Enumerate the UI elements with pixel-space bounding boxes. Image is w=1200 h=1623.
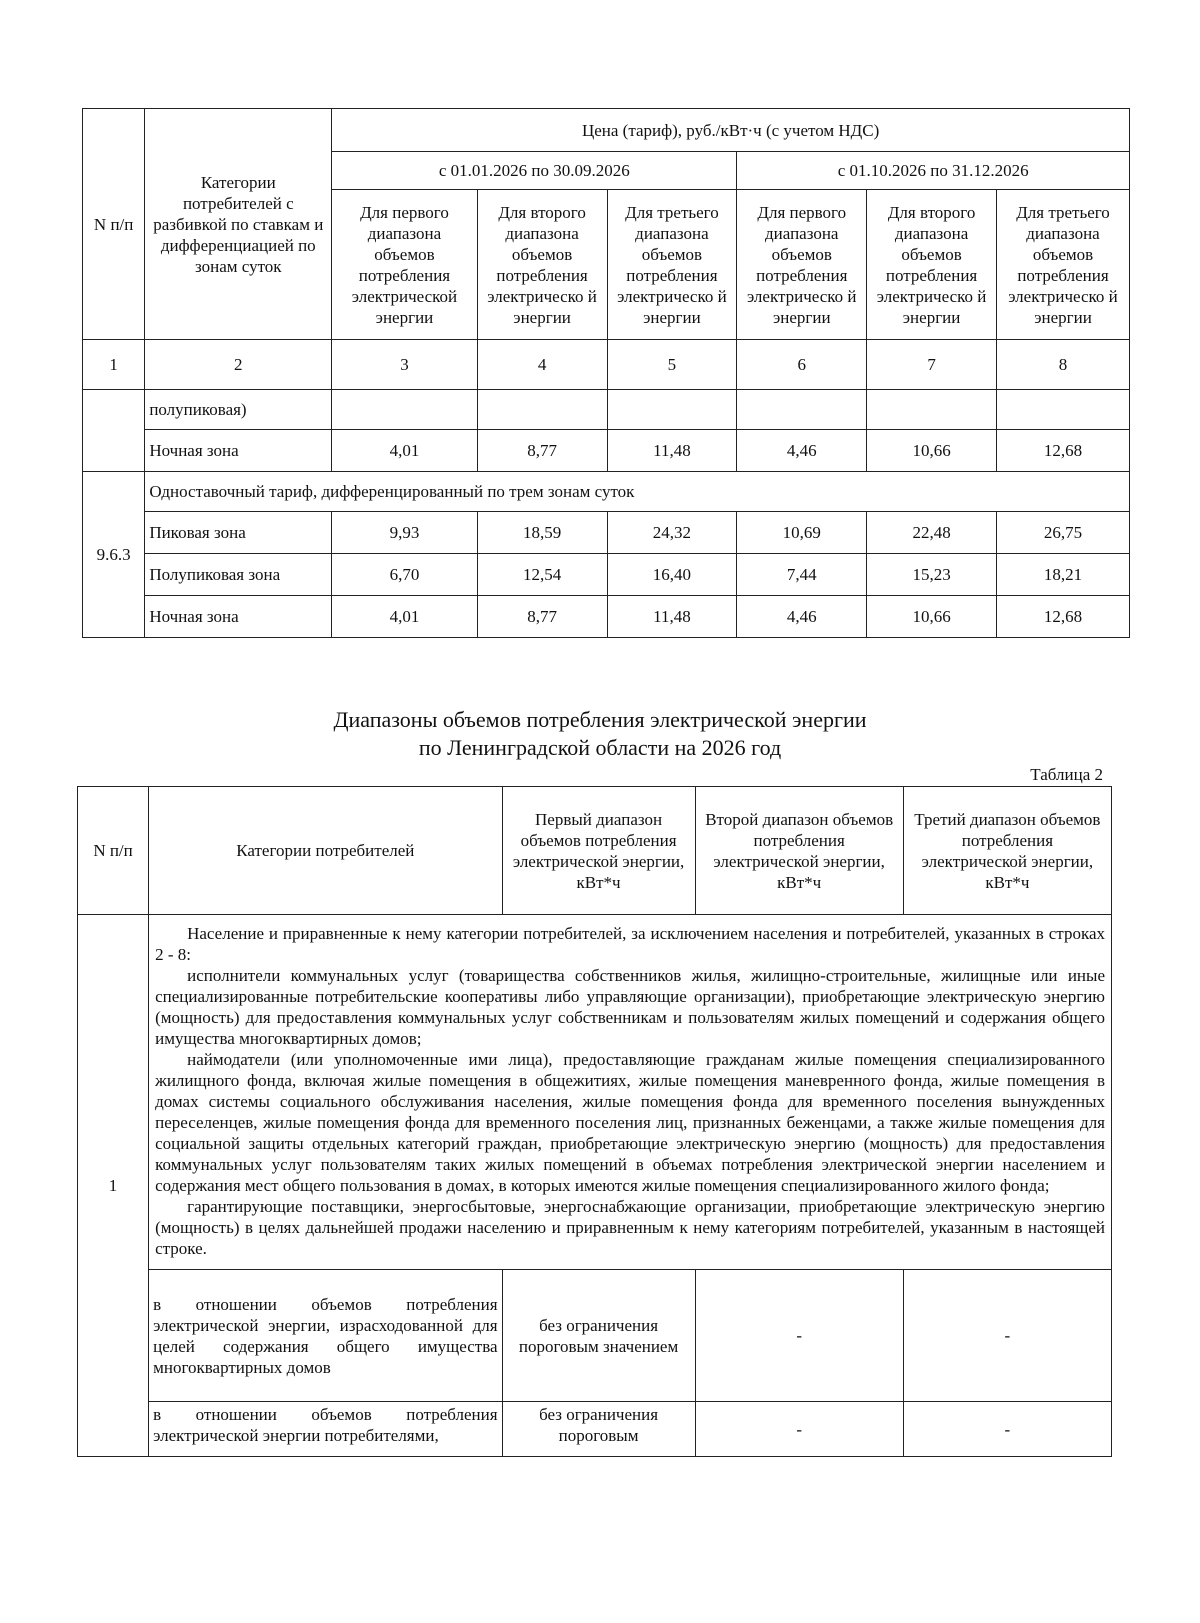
value-cell: 24,32 bbox=[607, 512, 737, 554]
value-cell: 10,66 bbox=[867, 596, 997, 638]
table-row bbox=[83, 596, 1130, 638]
row-number: 1 bbox=[78, 915, 149, 1457]
table-row bbox=[78, 915, 1112, 1270]
value-cell: 4,01 bbox=[332, 430, 477, 472]
value-cell: 22,48 bbox=[867, 512, 997, 554]
category-description bbox=[149, 915, 1112, 1270]
header-range-3: Третий диапазон объемов потребления электрической энергии, кВт*ч bbox=[903, 787, 1111, 915]
row-label: Ночная зона bbox=[145, 596, 332, 638]
colnum: 2 bbox=[145, 340, 332, 390]
paragraph: исполнители коммунальных услуг (товарищества собственников жилья, жилищно-строительные, жилищные или иные специализированные потребительские кооперативы либо управляющие организации), приобретающие электрическую энергию (мощность) для предоставления коммунальных услуг собственникам и пользователям жилых помещений и содержания общего имущества многоквартирных домов; bbox=[155, 966, 1105, 1048]
range-2-value: - bbox=[695, 1402, 903, 1457]
table-row bbox=[83, 430, 1130, 472]
empty-cell bbox=[867, 390, 997, 430]
value-cell: 4,46 bbox=[737, 596, 867, 638]
value-cell: 6,70 bbox=[332, 554, 477, 596]
header-np: N п/п bbox=[83, 109, 145, 340]
header-col-5: Для второго диапазона объемов потребления электрическо й энергии bbox=[867, 190, 997, 340]
value-cell: 12,54 bbox=[477, 554, 607, 596]
row-label: полупиковая) bbox=[145, 390, 332, 430]
paragraph: наймодатели (или уполномоченные ими лица), предоставляющие гражданам жилые помещения специализированного жилищного фонда, включая жилые помещения в общежитиях, жилые помещения маневренного фонда, жилые помещения в домах системы социального обслуживания населения, жилые помещения фонда для временного поселения вынужденных переселенцев, жилые помещения фонда для временного поселения лиц, признанных беженцами, а также жилые помещения для социальной защиты отдельных категорий граждан, приобретающие электрическую энергию (мощность) для предоставления коммунальных услуг пользователям таких жилых помещений в объемах потребления электрической энергии населением и содержания мест общего пользования в домах, в которых имеются жилые помещения специализированного жилого фонда; bbox=[155, 1050, 1105, 1195]
value-cell: 15,23 bbox=[867, 554, 997, 596]
table-label: Таблица 2 bbox=[1030, 765, 1103, 784]
header-np: N п/п bbox=[78, 787, 149, 915]
table-row bbox=[83, 390, 1130, 430]
colnum: 4 bbox=[477, 340, 607, 390]
sub-category-label: в отношении объемов потребления электрической энергии, израсходованной для целей содержания общего имущества многоквартирных домов bbox=[149, 1270, 502, 1402]
colnum: 5 bbox=[607, 340, 737, 390]
empty-cell bbox=[332, 390, 477, 430]
value-cell: 16,40 bbox=[607, 554, 737, 596]
header-period-1: с 01.01.2026 по 30.09.2026 bbox=[332, 152, 737, 190]
row-label: Ночная зона bbox=[145, 430, 332, 472]
empty-cell bbox=[83, 390, 145, 472]
header-col-3: Для третьего диапазона объемов потребления электрическо й энергии bbox=[607, 190, 737, 340]
sub-category-label: в отношении объемов потребления электрической энергии потребителями, bbox=[149, 1402, 502, 1457]
value-cell: 11,48 bbox=[607, 596, 737, 638]
empty-cell bbox=[477, 390, 607, 430]
header-period-2: с 01.10.2026 по 31.12.2026 bbox=[737, 152, 1130, 190]
value-cell: 10,66 bbox=[867, 430, 997, 472]
header-range-1: Первый диапазон объемов потребления электрической энергии, кВт*ч bbox=[502, 787, 695, 915]
value-cell: 8,77 bbox=[477, 596, 607, 638]
table-row bbox=[83, 512, 1130, 554]
value-cell: 8,77 bbox=[477, 430, 607, 472]
table-row bbox=[83, 554, 1130, 596]
header-col-1: Для первого диапазона объемов потребления электрической энергии bbox=[332, 190, 477, 340]
header-price: Цена (тариф), руб./кВт·ч (с учетом НДС) bbox=[332, 109, 1130, 152]
range-1-value: без ограничения пороговым bbox=[502, 1402, 695, 1457]
paragraph: Население и приравненные к нему категории потребителей, за исключением населения и потребителей, указанных в строках 2 - 8: bbox=[155, 924, 1105, 964]
value-cell: 26,75 bbox=[996, 512, 1129, 554]
value-cell: 11,48 bbox=[607, 430, 737, 472]
value-cell: 9,93 bbox=[332, 512, 477, 554]
value-cell: 10,69 bbox=[737, 512, 867, 554]
value-cell: 18,59 bbox=[477, 512, 607, 554]
value-cell: 18,21 bbox=[996, 554, 1129, 596]
header-col-2: Для второго диапазона объемов потребления электрическо й энергии bbox=[477, 190, 607, 340]
header-range-2: Второй диапазон объемов потребления электрической энергии, кВт*ч bbox=[695, 787, 903, 915]
row-id: 9.6.3 bbox=[83, 472, 145, 638]
value-cell: 7,44 bbox=[737, 554, 867, 596]
range-3-value: - bbox=[903, 1270, 1111, 1402]
colnum: 7 bbox=[867, 340, 997, 390]
tariff-table bbox=[82, 108, 1130, 638]
table-row bbox=[83, 472, 1130, 512]
range-3-value: - bbox=[903, 1402, 1111, 1457]
table-row bbox=[78, 1270, 1112, 1402]
empty-cell bbox=[996, 390, 1129, 430]
empty-cell bbox=[607, 390, 737, 430]
header-col-6: Для третьего диапазона объемов потребления электрическо й энергии bbox=[996, 190, 1129, 340]
header-categories: Категории потребителей с разбивкой по ставкам и дифференциацией по зонам суток bbox=[145, 109, 332, 340]
value-cell: 4,01 bbox=[332, 596, 477, 638]
colnum: 8 bbox=[996, 340, 1129, 390]
value-cell: 4,46 bbox=[737, 430, 867, 472]
section-title-line-2: по Ленинградской области на 2026 год bbox=[418, 735, 782, 760]
header-col-4: Для первого диапазона объемов потребления электрическо й энергии bbox=[737, 190, 867, 340]
column-number-row bbox=[83, 340, 1130, 390]
group-title: Одноставочный тариф, дифференцированный по трем зонам суток bbox=[145, 472, 1130, 512]
colnum: 6 bbox=[737, 340, 867, 390]
value-cell: 12,68 bbox=[996, 596, 1129, 638]
value-cell: 12,68 bbox=[996, 430, 1129, 472]
range-1-value: без ограничения пороговым значением bbox=[502, 1270, 695, 1402]
table-row bbox=[78, 1402, 1112, 1457]
colnum: 3 bbox=[332, 340, 477, 390]
section-title-line-1: Диапазоны объемов потребления электрической энергии bbox=[333, 707, 867, 732]
range-2-value: - bbox=[695, 1270, 903, 1402]
ranges-table bbox=[77, 786, 1112, 1457]
header-categories: Категории потребителей bbox=[149, 787, 502, 915]
paragraph: гарантирующие поставщики, энергосбытовые, энергоснабжающие организации, приобретающие электрическую энергию (мощность) в целях дальнейшей продажи населению и приравненным к нему категориям потребителей, указанным в настоящей строке. bbox=[155, 1197, 1105, 1258]
empty-cell bbox=[737, 390, 867, 430]
colnum: 1 bbox=[83, 340, 145, 390]
row-label: Пиковая зона bbox=[145, 512, 332, 554]
row-label: Полупиковая зона bbox=[145, 554, 332, 596]
